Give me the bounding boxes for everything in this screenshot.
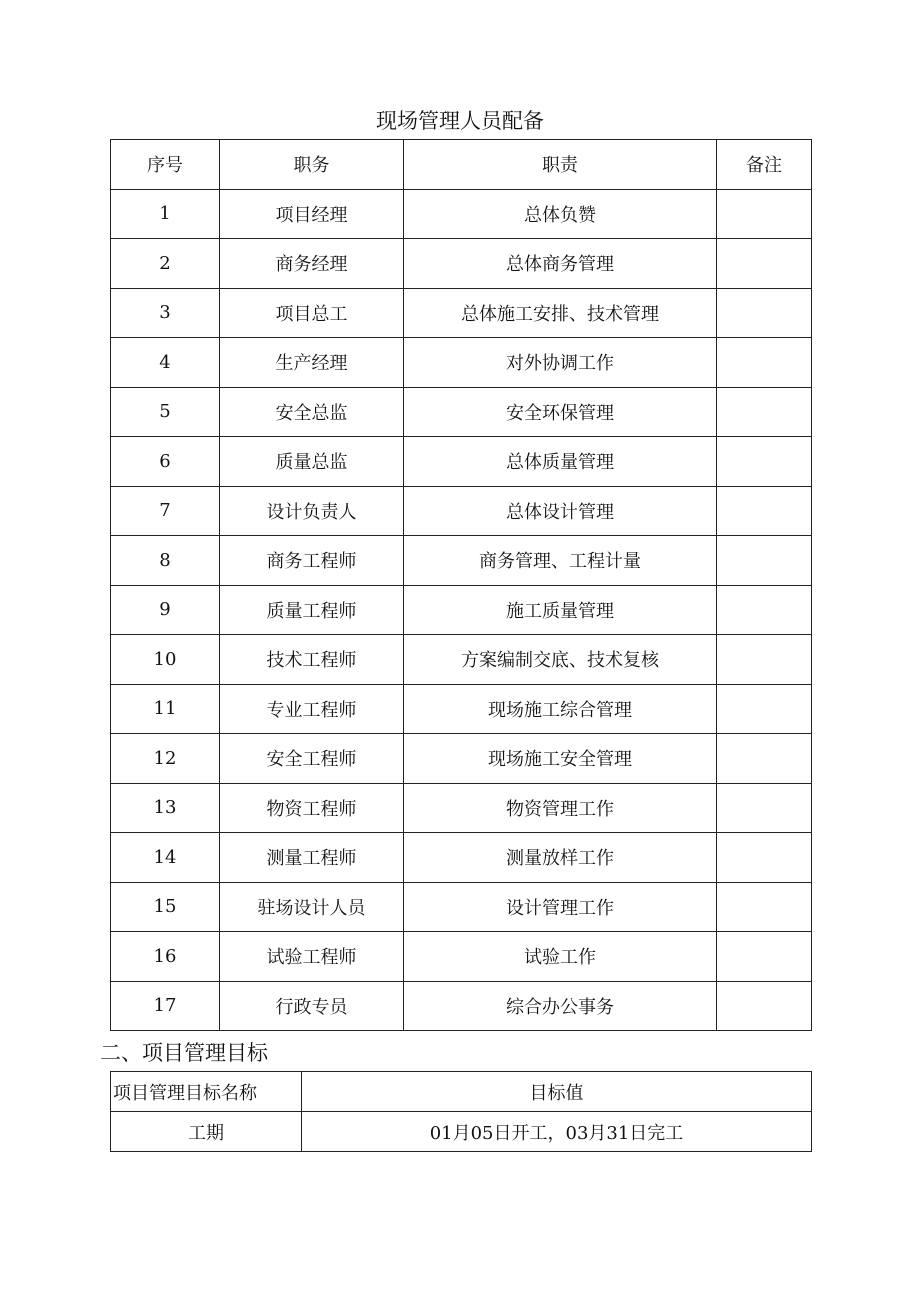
row-position: 项目经理 xyxy=(220,189,404,239)
row-position: 专业工程师 xyxy=(220,684,404,734)
row-remark xyxy=(717,833,812,883)
row-duty: 综合办公事务 xyxy=(404,981,717,1031)
row-remark xyxy=(717,338,812,388)
staff-table xyxy=(110,139,812,1031)
row-index: 11 xyxy=(111,684,220,734)
row-position: 质量总监 xyxy=(220,437,404,487)
row-position: 驻场设计人员 xyxy=(220,882,404,932)
table-row xyxy=(111,833,812,883)
row-position: 商务经理 xyxy=(220,239,404,289)
row-index: 6 xyxy=(111,437,220,487)
header-index: 序号 xyxy=(111,140,220,190)
row-duty: 设计管理工作 xyxy=(404,882,717,932)
table-row xyxy=(111,932,812,982)
row-remark xyxy=(717,684,812,734)
row-index: 13 xyxy=(111,783,220,833)
row-duty: 施工质量管理 xyxy=(404,585,717,635)
table-row xyxy=(111,635,812,685)
row-duty: 总体负赞 xyxy=(404,189,717,239)
row-duty: 方案编制交底、技术复核 xyxy=(404,635,717,685)
header-remark: 备注 xyxy=(717,140,812,190)
row-position: 试验工程师 xyxy=(220,932,404,982)
table-row xyxy=(111,981,812,1031)
row-position: 物资工程师 xyxy=(220,783,404,833)
header-goal-name: 项目管理目标名称 xyxy=(111,1072,302,1112)
row-duty: 测量放样工作 xyxy=(404,833,717,883)
table-row xyxy=(111,239,812,289)
page-title: 现场管理人员配备 xyxy=(376,109,544,133)
table-row xyxy=(111,882,812,932)
header-duty: 职责 xyxy=(404,140,717,190)
goal-table-header-row xyxy=(111,1072,812,1112)
row-index: 14 xyxy=(111,833,220,883)
table-row xyxy=(111,783,812,833)
row-remark xyxy=(717,288,812,338)
row-remark xyxy=(717,437,812,487)
row-duty: 总体质量管理 xyxy=(404,437,717,487)
table-row xyxy=(111,585,812,635)
table-row xyxy=(111,189,812,239)
row-duty: 现场施工综合管理 xyxy=(404,684,717,734)
table-row xyxy=(111,684,812,734)
row-index: 4 xyxy=(111,338,220,388)
staff-table-body xyxy=(111,140,812,1031)
row-duty: 试验工作 xyxy=(404,932,717,982)
row-remark xyxy=(717,536,812,586)
row-remark xyxy=(717,635,812,685)
row-duty: 对外协调工作 xyxy=(404,338,717,388)
row-duty: 物资管理工作 xyxy=(404,783,717,833)
row-index: 7 xyxy=(111,486,220,536)
row-remark xyxy=(717,981,812,1031)
table-row xyxy=(111,437,812,487)
row-duty: 总体施工安排、技术管理 xyxy=(404,288,717,338)
row-index: 10 xyxy=(111,635,220,685)
table-row xyxy=(111,734,812,784)
row-duty: 商务管理、工程计量 xyxy=(404,536,717,586)
row-position: 测量工程师 xyxy=(220,833,404,883)
row-remark xyxy=(717,585,812,635)
row-position: 行政专员 xyxy=(220,981,404,1031)
row-position: 项目总工 xyxy=(220,288,404,338)
row-index: 12 xyxy=(111,734,220,784)
row-index: 5 xyxy=(111,387,220,437)
goal-table xyxy=(110,1071,812,1152)
row-duty: 总体设计管理 xyxy=(404,486,717,536)
row-position: 安全总监 xyxy=(220,387,404,437)
table-row xyxy=(111,288,812,338)
row-remark xyxy=(717,239,812,289)
row-index: 3 xyxy=(111,288,220,338)
row-duty: 总体商务管理 xyxy=(404,239,717,289)
row-index: 8 xyxy=(111,536,220,586)
row-remark xyxy=(717,932,812,982)
row-index: 17 xyxy=(111,981,220,1031)
row-remark xyxy=(717,882,812,932)
row-index: 2 xyxy=(111,239,220,289)
table-row xyxy=(111,1112,812,1152)
row-position: 安全工程师 xyxy=(220,734,404,784)
table-row xyxy=(111,486,812,536)
goal-name: 工期 xyxy=(111,1112,302,1152)
header-position: 职务 xyxy=(220,140,404,190)
section-heading: 二、项目管理目标 xyxy=(100,1041,268,1065)
staff-table-header-row xyxy=(111,140,812,190)
table-row xyxy=(111,338,812,388)
row-duty: 现场施工安全管理 xyxy=(404,734,717,784)
row-position: 技术工程师 xyxy=(220,635,404,685)
row-remark xyxy=(717,486,812,536)
row-position: 商务工程师 xyxy=(220,536,404,586)
row-remark xyxy=(717,783,812,833)
table-row xyxy=(111,536,812,586)
row-remark xyxy=(717,189,812,239)
goal-value: 01月05日开工，03月31日完工 xyxy=(302,1112,812,1152)
table-row xyxy=(111,387,812,437)
row-index: 15 xyxy=(111,882,220,932)
row-duty: 安全环保管理 xyxy=(404,387,717,437)
row-position: 质量工程师 xyxy=(220,585,404,635)
row-position: 设计负责人 xyxy=(220,486,404,536)
row-remark xyxy=(717,734,812,784)
goal-table-body xyxy=(111,1072,812,1152)
header-goal-value: 目标值 xyxy=(302,1072,812,1112)
row-position: 生产经理 xyxy=(220,338,404,388)
row-index: 16 xyxy=(111,932,220,982)
row-index: 1 xyxy=(111,189,220,239)
row-remark xyxy=(717,387,812,437)
row-index: 9 xyxy=(111,585,220,635)
